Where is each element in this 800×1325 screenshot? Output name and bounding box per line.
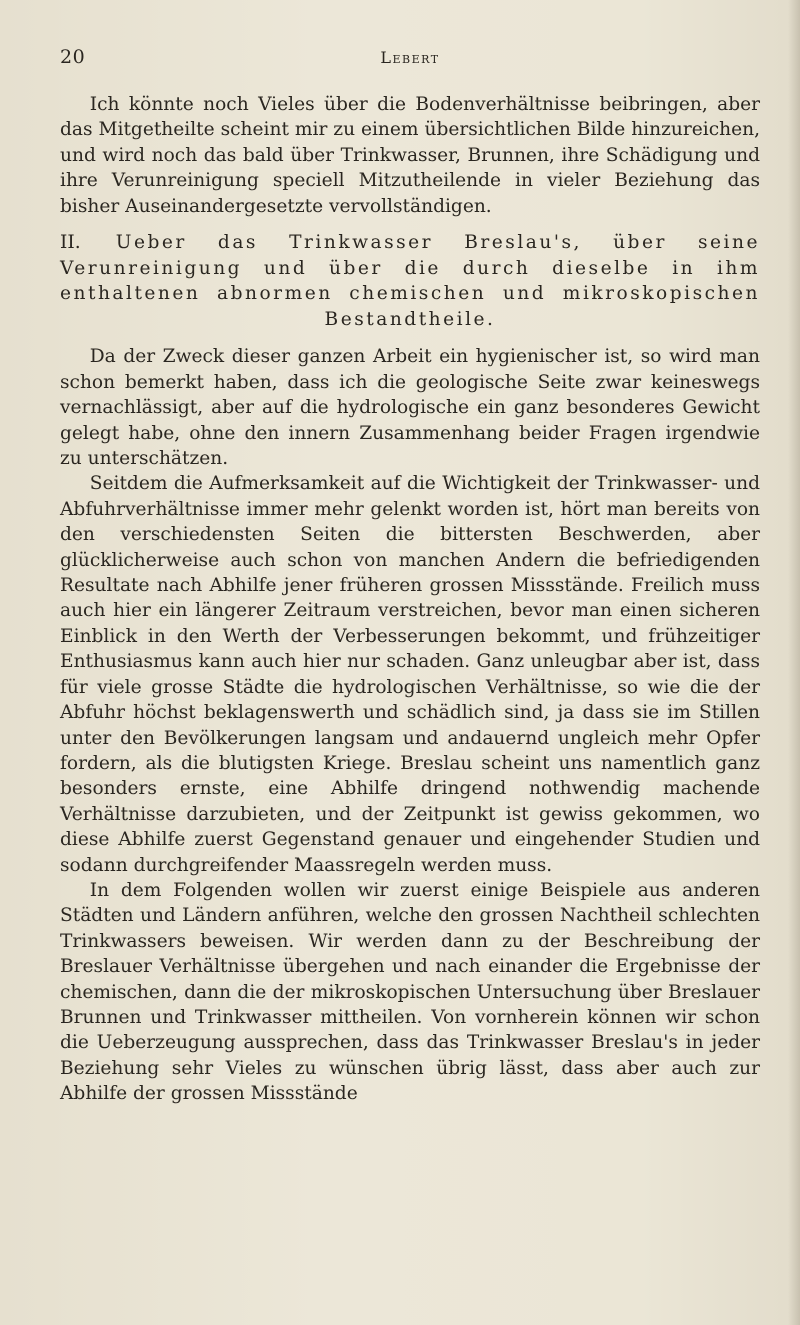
paragraph-4: In dem Folgenden wollen wir zuerst einige Beispiele aus anderen Städten und Ländern anführen, welche den grossen Nachtheil schlechten Trinkwassers beweisen. Wir werden dann zu der Beschreibung der Breslauer Verhältnisse übergehen und nach einander die Ergebnisse der chemischen, dann die der mikroskopischen Untersuchung über Breslauer Brunnen und Trinkwasser mittheilen. Von vornherein können wir schon die Ueberzeugung aussprechen, dass das Trinkwasser Breslau's in jeder Beziehung sehr Vieles zu wünschen übrig lässt, dass aber auch zur Abhilfe der grossen Missstände bbox=[60, 879, 760, 1105]
page-body bbox=[60, 92, 760, 1107]
page-number: 20 bbox=[60, 46, 86, 68]
paragraph-1: Ich könnte noch Vieles über die Bodenverhältnisse beibringen, aber das Mitgetheilte scheint mir zu einem übersichtlichen Bilde hinzureichen, und wird noch das bald über Trinkwasser, Brunnen, ihre Schädigung und ihre Verunreinigung speciell Mitzutheilende in vieler Beziehung das bisher Auseinandergesetzte vervollständigen. bbox=[60, 94, 760, 217]
section-title: Ueber das Trinkwasser Breslau's, über seine Verunreinigung und über die durch dieselbe in ihm enthaltenen abnormen chemischen und mikroskopischen Bestandtheile. bbox=[60, 232, 760, 330]
paragraph-2: Da der Zweck dieser ganzen Arbeit ein hygienischer ist, so wird man schon bemerkt haben, dass ich die geologische Seite zwar keineswegs vernachlässigt, aber auf die hydrologische ein ganz besonderes Gewicht gelegt habe, ohne den innern Zusammenhang beider Fragen irgendwie zu unterschätzen. bbox=[60, 346, 760, 470]
paragraph-3: Seitdem die Aufmerksamkeit auf die Wichtigkeit der Trinkwasser- und Abfuhrverhältnisse immer mehr gelenkt worden ist, hört man bereits von den verschiedensten Seiten die bittersten Beschwerden, aber glücklicherweise auch schon von manchen Andern die befriedigenden Resultate nach Abhilfe jener früheren grossen Missstände. Freilich muss auch hier ein längerer Zeitraum verstreichen, bevor man einen sicheren Einblick in den Werth der Verbesserungen bekommt, und frühzeitiger Enthusiasmus kann auch hier nur schaden. Ganz unleugbar aber ist, dass für viele grosse Städte die hydrologischen Verhältnisse, so wie die der Abfuhr höchst beklagenswerth und schädlich sind, ja dass sie im Stillen unter den Bevölkerungen langsam und andauernd ungleich mehr Opfer fordern, als die blutigsten Kriege. Breslau scheint uns namentlich ganz besonders ernste, eine Abhilfe dringend nothwendig machende Verhältnisse darzubieten, und der Zeitpunkt ist gewiss gekommen, wo diese Abhilfe zuerst Gegenstand genauer und eingehender Studien und sodann durchgreifender Maassregeln werden muss. bbox=[60, 473, 760, 876]
page-header bbox=[60, 46, 760, 76]
running-head: Lebert bbox=[380, 48, 440, 67]
section-number: II. bbox=[60, 232, 81, 254]
section-heading bbox=[60, 230, 760, 332]
page-edge-shadow bbox=[788, 0, 800, 1325]
